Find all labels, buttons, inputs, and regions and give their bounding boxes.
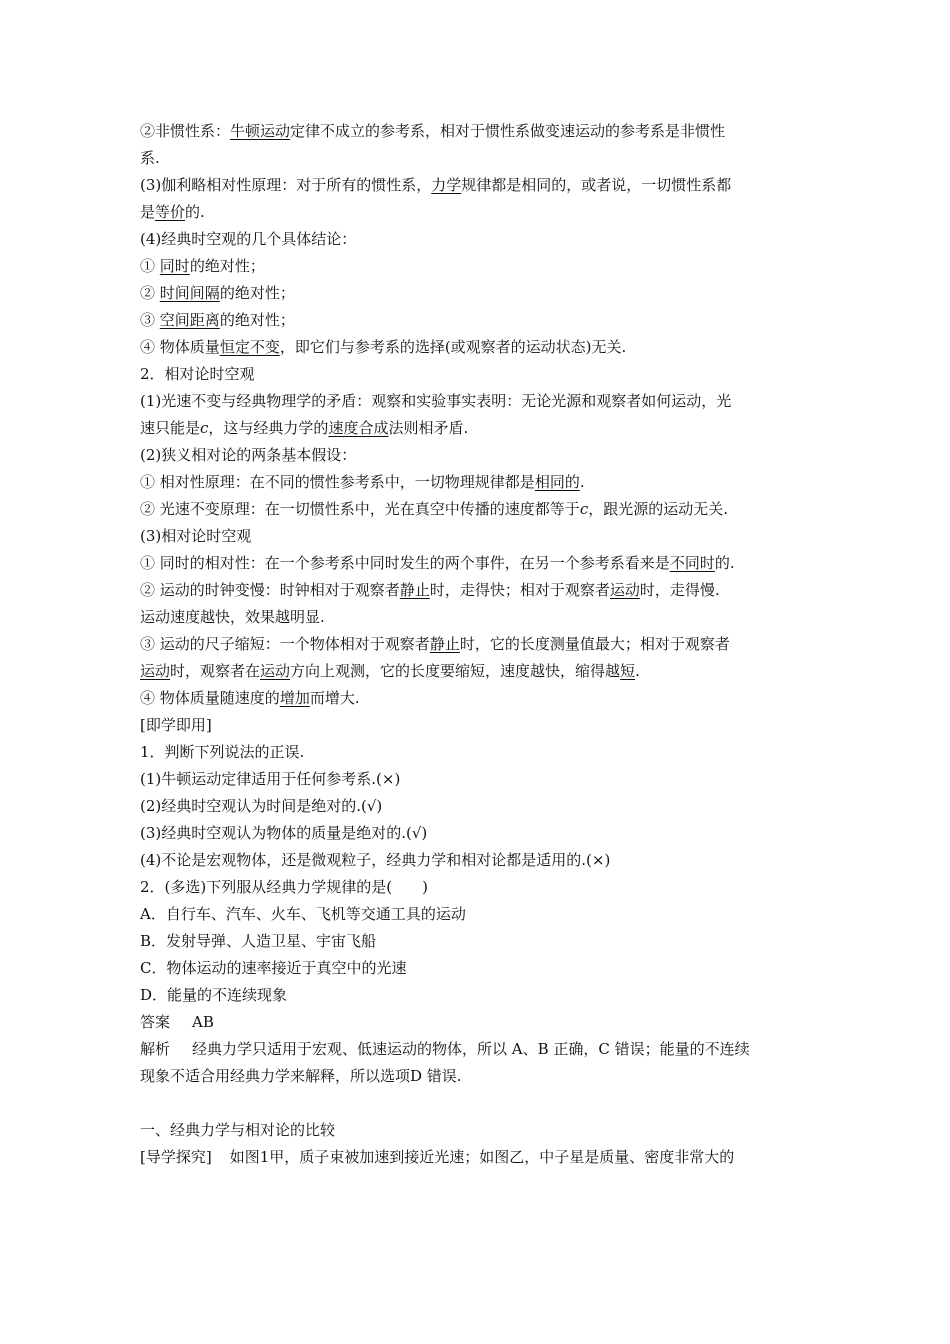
- answer-line: 答案 AB: [140, 1013, 214, 1031]
- text-line: (2)狭义相对论的两条基本假设：: [140, 446, 357, 464]
- text-line: 运动时，观察者在运动方向上观测，它的长度要缩短，速度越快，缩得越短.: [140, 662, 640, 680]
- option-c: C．物体运动的速率接近于真空中的光速: [140, 959, 407, 977]
- text-line: ② 光速不变原理：在一切惯性系中，光在真空中传播的速度都等于c，跟光源的运动无关.: [140, 500, 728, 518]
- analysis-line: 解析 经典力学只适用于宏观、低速运动的物体，所以 A、B 正确，C 错误；能量的不连续: [140, 1040, 750, 1058]
- fill-blank: 等价: [155, 203, 186, 221]
- fill-blank: 运动: [140, 662, 171, 680]
- text-line: (4)经典时空观的几个具体结论：: [140, 230, 357, 248]
- text-line: [导学探究] 如图1甲，质子束被加速到接近光速；如图乙，中子星是质量、密度非常大的: [140, 1148, 735, 1166]
- fill-blank: 同时: [159, 257, 190, 275]
- analysis-line: 现象不适合用经典力学来解释，所以选项D 错误.: [140, 1067, 462, 1085]
- text-line: 运动速度越快，效果越明显.: [140, 608, 325, 626]
- fill-blank: 增加: [279, 689, 310, 707]
- question-line: (3)经典时空观认为物体的质量是绝对的.(√): [140, 824, 428, 842]
- text-line: ③ 运动的尺子缩短：一个物体相对于观察者静止时，它的长度测量值最大；相对于观察者: [140, 635, 730, 653]
- question-line: (1)牛顿运动定律适用于任何参考系.(×): [140, 770, 401, 788]
- question-line: (2)经典时空观认为时间是绝对的.(√): [140, 797, 383, 815]
- text-line: ③ 空间距离的绝对性；: [140, 311, 295, 329]
- text-line: 速只能是c，这与经典力学的速度合成法则相矛盾.: [140, 419, 469, 437]
- fill-blank: 时间间隔: [159, 284, 220, 302]
- option-a: A．自行车、汽车、火车、飞机等交通工具的运动: [140, 905, 466, 923]
- text-line: ②非惯性系：牛顿运动定律不成立的参考系，相对于惯性系做变速运动的参考系是非惯性: [140, 122, 726, 140]
- text-line: (3)相对论时空观: [140, 527, 252, 545]
- option-b: B．发射导弹、人造卫星、宇宙飞船: [140, 932, 377, 950]
- fill-blank: 静止: [429, 635, 460, 653]
- text-line: ④ 物体质量恒定不变，即它们与参考系的选择(或观察者的运动状态)无关.: [140, 338, 627, 356]
- text-line: 系.: [140, 149, 160, 167]
- question-line: (4)不论是宏观物体，还是微观粒子，经典力学和相对论都是适用的.(×): [140, 851, 611, 869]
- section-heading: 一、经典力学与相对论的比较: [140, 1121, 336, 1139]
- text-line: ④ 物体质量随速度的增加而增大.: [140, 689, 360, 707]
- question-line: 2．(多选)下列服从经典力学规律的是( ): [140, 878, 428, 896]
- fill-blank: 相同的: [534, 473, 580, 491]
- question-line: 1．判断下列说法的正误.: [140, 743, 305, 761]
- fill-blank: 短: [620, 662, 636, 680]
- text-line: 是等价的.: [140, 203, 205, 221]
- option-d: D．能量的不连续现象: [140, 986, 288, 1004]
- text-line: (3)伽利略相对性原理：对于所有的惯性系，力学规律都是相同的，或者说，一切惯性系都: [140, 176, 732, 194]
- document-page: [140, 118, 812, 1171]
- fill-blank: 牛顿运动: [230, 122, 291, 140]
- fill-blank: 不同时: [669, 554, 715, 572]
- fill-blank: 力学: [431, 176, 462, 194]
- section-heading: 2．相对论时空观: [140, 365, 255, 383]
- section-heading: [即学即用]: [140, 716, 212, 734]
- fill-blank: 运动: [609, 581, 640, 599]
- text-line: ② 运动的时钟变慢：时钟相对于观察者静止时，走得快；相对于观察者运动时，走得慢.: [140, 581, 720, 599]
- fill-blank: 空间距离: [159, 311, 220, 329]
- fill-blank: 速度合成: [328, 419, 389, 437]
- text-line: ② 时间间隔的绝对性；: [140, 284, 295, 302]
- text-line: ① 同时的相对性：在一个参考系中同时发生的两个事件，在另一个参考系看来是不同时的.: [140, 554, 735, 572]
- text-line: ① 同时的绝对性；: [140, 257, 265, 275]
- text-line: (1)光速不变与经典物理学的矛盾：观察和实验事实表明：无论光源和观察者如何运动，光: [140, 392, 732, 410]
- fill-blank: 恒定不变: [219, 338, 280, 356]
- fill-blank: 静止: [399, 581, 430, 599]
- fill-blank: 运动: [260, 662, 291, 680]
- text-line: ① 相对性原理：在不同的惯性参考系中，一切物理规律都是相同的.: [140, 473, 585, 491]
